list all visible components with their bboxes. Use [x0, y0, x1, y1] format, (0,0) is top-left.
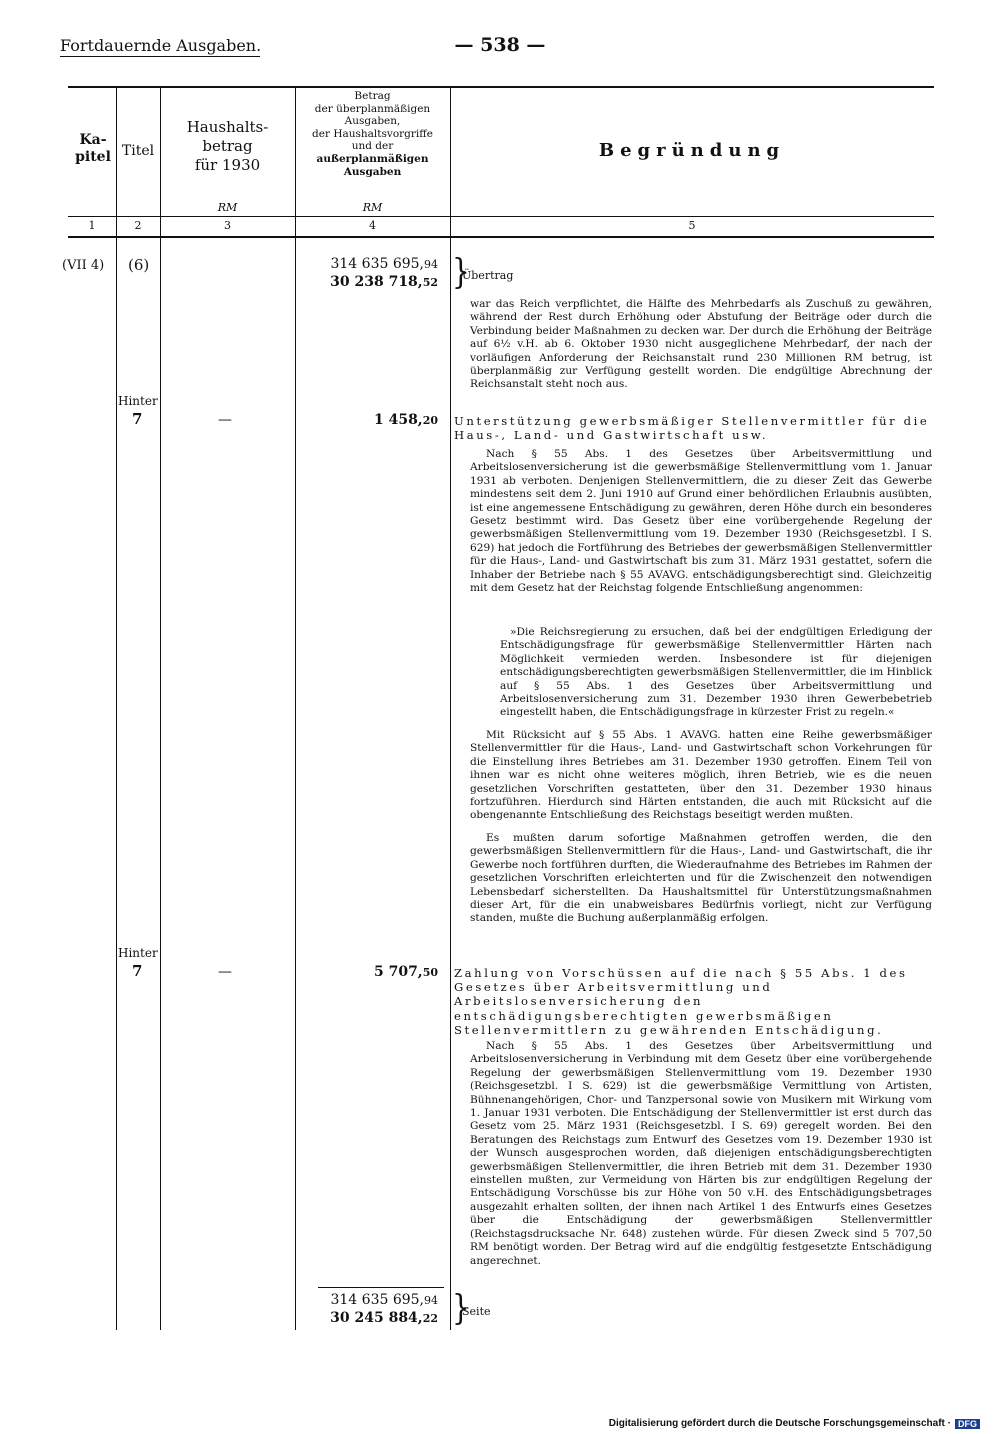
total-amount-1-cents: 94: [424, 1294, 438, 1307]
carry-amount-2: [330, 274, 438, 290]
table-top-rule: [68, 86, 934, 88]
col3-line1: Haushalts-: [186, 118, 269, 136]
total-sum-rule: [318, 1287, 444, 1288]
col-divider-3: [295, 86, 296, 1330]
header-bottom-rule: [68, 216, 934, 217]
col-divider-1: [116, 86, 117, 1330]
col3-line3: für 1930: [194, 156, 261, 174]
carry-amount-2-main: 30 238 718,: [330, 274, 423, 290]
carry-amount-2-cents: 52: [422, 276, 438, 289]
col-number-2: 2: [134, 219, 142, 232]
entry1-dash: —: [218, 412, 232, 428]
col-divider-4: [450, 86, 451, 1330]
col4-line2: der überplanmäßigen: [314, 102, 431, 115]
total-brace: }: [452, 1286, 470, 1328]
col-header-haushaltsbetrag: [160, 118, 295, 175]
col3-line2: betrag: [202, 137, 253, 155]
col4-line4: der Haushaltsvorgriffe: [312, 127, 433, 140]
col4-line6: außerplanmäßigen: [316, 152, 429, 165]
entry1-amount-main: 1 458,: [373, 412, 423, 428]
running-head-underline: [60, 56, 260, 57]
total-amount-1-main: 314 635 695,: [330, 1292, 424, 1308]
col-header-begruendung: Begründung: [598, 140, 786, 161]
digitization-footer: [609, 1418, 980, 1429]
col4-line5: und der: [351, 140, 394, 153]
page-number: — 538 —: [454, 34, 546, 56]
col4-line3: Ausgaben,: [344, 115, 401, 128]
col-header-betrag: [295, 90, 450, 178]
col-divider-2: [160, 86, 161, 1330]
dfg-logo: DFG: [955, 1419, 980, 1429]
carry-titel: (6): [128, 256, 150, 274]
carry-label: Übertrag: [462, 269, 514, 282]
carry-amount-1-cents: 94: [424, 258, 438, 271]
total-amount-2-main: 30 245 884,: [330, 1310, 423, 1326]
col-number-1: 1: [88, 219, 96, 232]
entry1-quote: »Die Reichsregierung zu ersuchen, daß bei der endgültigen Erledigung der Entschädigungsfrage für gewerbsmäßige Stellenvermittler Härten nach Möglichkeit vermieden werden. Insbesondere ist für diejenigen entschädigungsberechtigten gewerbsmäßigen Stellenvermittler, die im Hinblick auf § 55 Abs. 1 des Gesetzes über Arbeitsvermittlung und Arbeitslosenversicherung zum 31. Dezember 1930 ihren Gewerbebetrieb eingestellt haben, die Entschädigungsfrage in kürzester Frist zu regeln.«: [500, 626, 932, 719]
footer-text: Digitalisierung gefördert durch die Deutsche Forschungsgemeinschaft ·: [608, 1418, 951, 1429]
intro-paragraph: war das Reich verpflichtet, die Hälfte des Mehrbedarfs als Zuschuß zu gewähren, während der Rest durch Erhöhung oder Abstufung der Beiträge oder durch die Verbindung beider Maßnahmen zu decken war. Der durch die Erhöhung der Beiträge auf 6½ v.H. ab 6. Oktober 1930 nicht ausgeglichene Mehrbedarf, der nach der vorläufigen Anforderung der Reichsanstalt rund 230 Millionen RM betrug, ist überplanmäßig zur Verfügung gestellt worden. Die endgültige Abrechnung der Reichsanstalt steht noch aus.: [470, 298, 932, 391]
entry2-paragraph-1: Nach § 55 Abs. 1 des Gesetzes über Arbeitsvermittlung und Arbeitslosenversicherung in Verbindung mit dem Gesetz über eine vorübergehende Regelung der gewerbsmäßigen Stellenvermittlung vom 19. Dezember 1930 (Reichsgesetzbl. I S. 629) ist die gewerbsmäßige Vermittlung von Artisten, Bühnenangehörigen, Chor- und Tanzpersonal sowie von Musikern mit Wirkung vom 1. Januar 1931 verboten. Die Entschädigung der Stellenvermittler ist erst durch das Gesetz vom 25. März 1931 (Reichsgesetzbl. I S. 69) geregelt worden. Bei den Beratungen des Reichstags zum Entwurf des Gesetzes vom 19. Dezember 1930 ist der Wunsch ausgesprochen worden, daß diejenigen entschädigungsberechtigten gewerbsmäßigen Stellenvermittler, die ihren Betrieb mit dem 31. Dezember 1930 einstellen mußten, zur Vermeidung von Härten bis zur endgültigen Regelung der Entschädigung Vorschüsse bis zur Höhe von 50 v.H. des Entschädigungsbetrages ausgezahlt erhalten sollten, der ihnen nach Artikel 1 des Entwurfs eines Gesetzes über die Entschädigung der gewerbsmäßigen Stellenvermittler (Reichstagsdrucksache Nr. 648) zustehen würde. Für diesen Zweck sind 5 707,50 RM benötigt worden. Der Betrag wird auf die endgültig festgesetzte Entschädigung angerechnet.: [470, 1040, 932, 1267]
entry2-dash: —: [218, 964, 232, 980]
entry1-heading: Unterstützung gewerbsmäßiger Stellenvermittler für die Haus-, Land- und Gastwirtschaft usw.: [454, 414, 930, 443]
entry2-amount: [374, 964, 438, 980]
entry1-paragraph-3: Es mußten darum sofortige Maßnahmen getroffen werden, die den gewerbsmäßigen Stellenvermittlern für die Haus-, Land- und Gastwirtschaft, die ihr Gewerbe noch fortführen durften, die Wiederaufnahme des Betriebes im Rahmen der gesetzlichen Vorschriften erleichterten und für die Zwischenzeit den notwendigen Lebensbedarf sicherstellten. Da Haushaltsmittel für Unterstützungsmaßnahmen dieser Art, für die ein unabweisbares Bedürfnis vorliegt, nicht zur Verfügung standen, mußte die Buchung außerplanmäßig erfolgen.: [470, 832, 932, 925]
entry1-titel: 7: [132, 410, 143, 428]
entry2-titel-prefix: Hinter: [118, 946, 158, 960]
entry1-titel-prefix: Hinter: [118, 394, 158, 408]
carry-brace: }: [452, 250, 470, 292]
col4-line1: Betrag: [354, 90, 391, 102]
entry1-amount-cents: 20: [422, 414, 438, 427]
col4-unit: RM: [362, 201, 383, 214]
numbers-bottom-rule: [68, 236, 934, 238]
entry2-amount-cents: 50: [422, 966, 438, 979]
total-label: Seite: [462, 1305, 491, 1318]
col-number-3: 3: [224, 219, 231, 232]
carry-amount-1-main: 314 635 695,: [330, 256, 424, 272]
entry2-amount-main: 5 707,: [373, 964, 423, 980]
total-amount-2: [330, 1310, 438, 1326]
col-header-titel: Titel: [121, 143, 155, 159]
col4-line7: Ausgaben: [343, 165, 402, 178]
entry1-amount: [374, 412, 438, 428]
col3-unit: RM: [217, 201, 238, 214]
entry2-heading: Zahlung von Vorschüssen auf die nach § 55 Abs. 1 des Gesetzes über Arbeitsvermittlung und Arbeitslosenversicherung den entschädigungsberechtigten gewerbsmäßigen Stellenvermittlern zu gewährenden Entschädigung.: [454, 966, 908, 1037]
col-header-kapitel: Ka- pitel: [75, 132, 111, 165]
col-number-4: 4: [369, 219, 376, 232]
col-number-5: 5: [688, 219, 696, 232]
entry2-titel: 7: [132, 962, 143, 980]
carry-kapitel: (VII 4): [62, 258, 105, 273]
running-head: Fortdauernde Ausgaben.: [60, 36, 262, 55]
total-amount-1: [330, 1292, 438, 1308]
carry-amount-1: [330, 256, 438, 272]
entry1-paragraph-1: Nach § 55 Abs. 1 des Gesetzes über Arbeitsvermittlung und Arbeitslosenversicherung ist die gewerbsmäßige Stellenvermittlung vom 1. Januar 1931 ab verboten. Denjenigen Stellenvermittlern, die zu dieser Zeit das Gewerbe mindestens seit dem 2. Juni 1910 auf Grund einer behördlichen Erlaubnis ausübten, ist eine angemessene Entschädigung zu gewähren, deren Höhe durch ein besonderes Gesetz bestimmt wird. Das Gesetz über eine vorübergehende Regelung der gewerbsmäßigen Stellenvermittlung vom 19. Dezember 1930 (Reichsgesetzbl. I S. 629) hat jedoch die Fortführung des Betriebes der gewerbsmäßigen Stellenvermittler für die Haus-, Land- und Gastwirtschaft bis zum 31. März 1931 gestattet, sofern die Inhaber der Betriebe nach § 55 AVAVG. entschädigungsberechtigt sind. Gleichzeitig mit dem Gesetz hat der Reichstag folgende Entschließung angenommen:: [470, 448, 932, 595]
entry1-paragraph-2: Mit Rücksicht auf § 55 Abs. 1 AVAVG. hatten eine Reihe gewerbsmäßiger Stellenvermittler für die Haus-, Land- und Gastwirtschaft schon Vorkehrungen für die Einstellung ihres Betriebes am 31. Dezember 1930 getroffen. Einem Teil von ihnen war es nicht ohne weiteres möglich, ihren Betrieb, wie es die neuen gesetzlichen Vorschriften gestatteten, über den 31. Dezember 1930 hinaus fortzuführen. Hierdurch sind Härten entstanden, die auch mit Rücksicht auf die obengenannte Entschließung des Reichstags beseitigt werden mußten.: [470, 729, 932, 822]
total-amount-2-cents: 22: [422, 1312, 438, 1325]
